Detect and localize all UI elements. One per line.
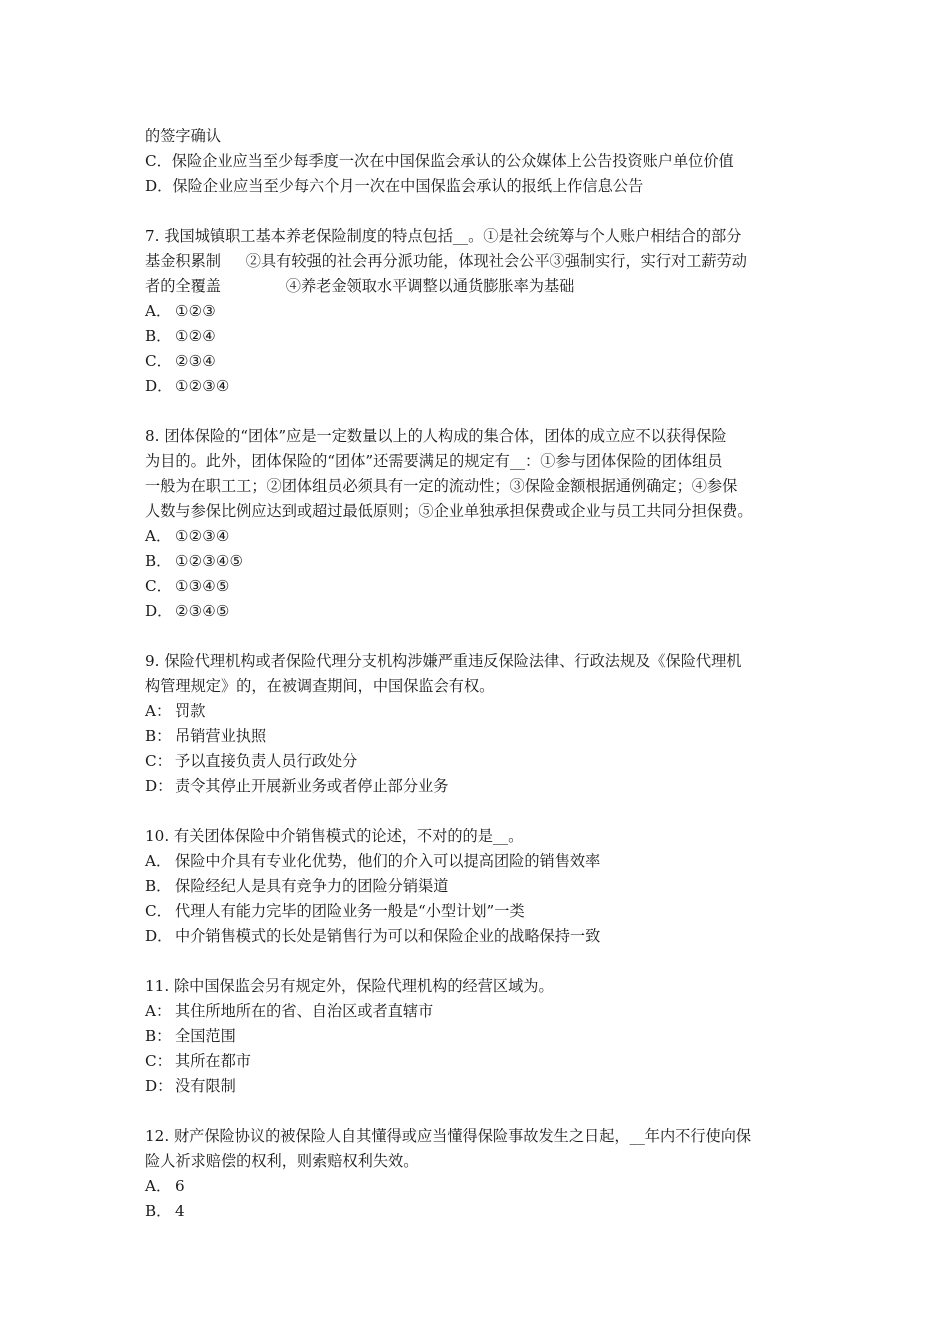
question-text-line: 8. 团体保险的“团体”应是一定数量以上的人构成的集合体，团体的成立应不以获得保险 [145,427,727,445]
option-label: A． [145,852,172,870]
question-8 [145,424,815,624]
option-label: C： [145,752,172,770]
document-body [145,124,815,1224]
option-d [145,774,815,799]
option-label: C． [145,902,172,920]
option-label: B． [145,552,172,570]
question-7 [145,224,815,399]
option-d [145,1074,815,1099]
option-text: 没有限制 [175,1077,236,1095]
text-line: 的签字确认 [145,127,221,145]
option-label: C． [145,577,172,595]
continuation-block [145,124,815,199]
question-12 [145,1124,815,1224]
option-b [145,1024,815,1049]
option-text: ①②③④⑤ [175,552,244,570]
option-text: 代理人有能力完毕的团险业务一般是“小型计划”一类 [175,902,525,920]
question-text-line: 9. 保险代理机构或者保险代理分支机构涉嫌严重违反保险法律、行政法规及《保险代理机 [145,652,742,670]
option-text: 4 [175,1202,185,1220]
option-label: B． [145,327,172,345]
option-text: 中介销售模式的长处是销售行为可以和保险企业的战略保持一致 [175,927,601,945]
option-text: 保险经纪人是具有竞争力的团险分销渠道 [175,877,449,895]
option-label: B： [145,1027,172,1045]
option-a [145,524,815,549]
option-label: B． [145,877,172,895]
option-label: D： [145,777,173,795]
question-11 [145,974,815,1099]
option-text: 6 [175,1177,185,1195]
option-d [145,374,815,399]
option-b [145,874,815,899]
question-text-line: 7. 我国城镇职工基本养老保险制度的特点包括__。①是社会统筹与个人账户相结合的部分 [145,227,742,245]
option-b [145,549,815,574]
option-label: C： [145,1052,172,1070]
option-d [145,599,815,624]
option-label: D． [145,927,173,945]
option-text: ②③④ [175,352,216,370]
option-text: ②③④⑤ [175,602,230,620]
option-c [145,1049,815,1074]
option-text: 保险中介具有专业化优势，他们的介入可以提高团险的销售效率 [175,852,601,870]
option-label: B． [145,1202,172,1220]
option-d: D．保险企业应当至少每六个月一次在中国保监会承认的报纸上作信息公告 [145,177,644,195]
option-text: 予以直接负责人员行政处分 [175,752,358,770]
option-b [145,1199,815,1224]
option-c [145,574,815,599]
question-text-line: 一般为在职工工；②团体组员必须具有一定的流动性；③保险金额根据通例确定；④参保 [145,477,738,495]
option-text: 其所在都市 [175,1052,251,1070]
option-label: D． [145,377,173,395]
option-c [145,749,815,774]
option-text: ①③④⑤ [175,577,230,595]
question-text-line: 为目的。此外，团体保险的“团体”还需要满足的规定有__：①参与团体保险的团体组员 [145,452,723,470]
option-d [145,924,815,949]
question-9 [145,649,815,799]
option-a [145,1174,815,1199]
option-label: A． [145,527,172,545]
option-text: 其住所地所在的省、自治区或者直辖市 [175,1002,434,1020]
question-text-line: 险人祈求赔偿的权利，则索赔权利失效。 [145,1152,419,1170]
option-b [145,724,815,749]
question-text-line: 者的全覆盖 ④养老金领取水平调整以通货膨胀率为基础 [145,277,575,295]
option-label: C． [145,352,172,370]
option-text: 责令其停止开展新业务或者停止部分业务 [175,777,449,795]
question-text-line: 构管理规定》的，在被调查期间，中国保监会有权。 [145,677,495,695]
option-label: A： [145,1002,172,1020]
option-c: C．保险企业应当至少每季度一次在中国保监会承认的公众媒体上公告投资账户单位价值 [145,152,734,170]
option-a [145,999,815,1024]
question-10 [145,824,815,949]
option-b [145,324,815,349]
question-text-line: 10. 有关团体保险中介销售模式的论述，不对的的是__。 [145,827,524,845]
option-text: ①②③④ [175,377,230,395]
option-label: D． [145,602,173,620]
option-text: ①②④ [175,327,216,345]
question-text-line: 11. 除中国保监会另有规定外，保险代理机构的经营区域为。 [145,977,554,995]
option-label: A： [145,702,172,720]
question-text-line: 12. 财产保险协议的被保险人自其懂得或应当懂得保险事故发生之日起，__年内不行使向保 [145,1127,752,1145]
option-a [145,849,815,874]
option-label: A． [145,1177,172,1195]
option-c [145,349,815,374]
option-label: B： [145,727,172,745]
option-text: 全国范围 [175,1027,236,1045]
option-label: A． [145,302,172,320]
option-a [145,699,815,724]
option-label: D： [145,1077,173,1095]
option-text: 罚款 [175,702,206,720]
question-text-line: 基金积累制 ②具有较强的社会再分派功能，体现社会公平③强制实行，实行对工薪劳动 [145,252,747,270]
question-text-line: 人数与参保比例应达到或超过最低原则；⑤企业单独承担保费或企业与员工共同分担保费。 [145,502,753,520]
option-a [145,299,815,324]
option-text: 吊销营业执照 [175,727,267,745]
option-text: ①②③④ [175,527,230,545]
option-c [145,899,815,924]
option-text: ①②③ [175,302,216,320]
